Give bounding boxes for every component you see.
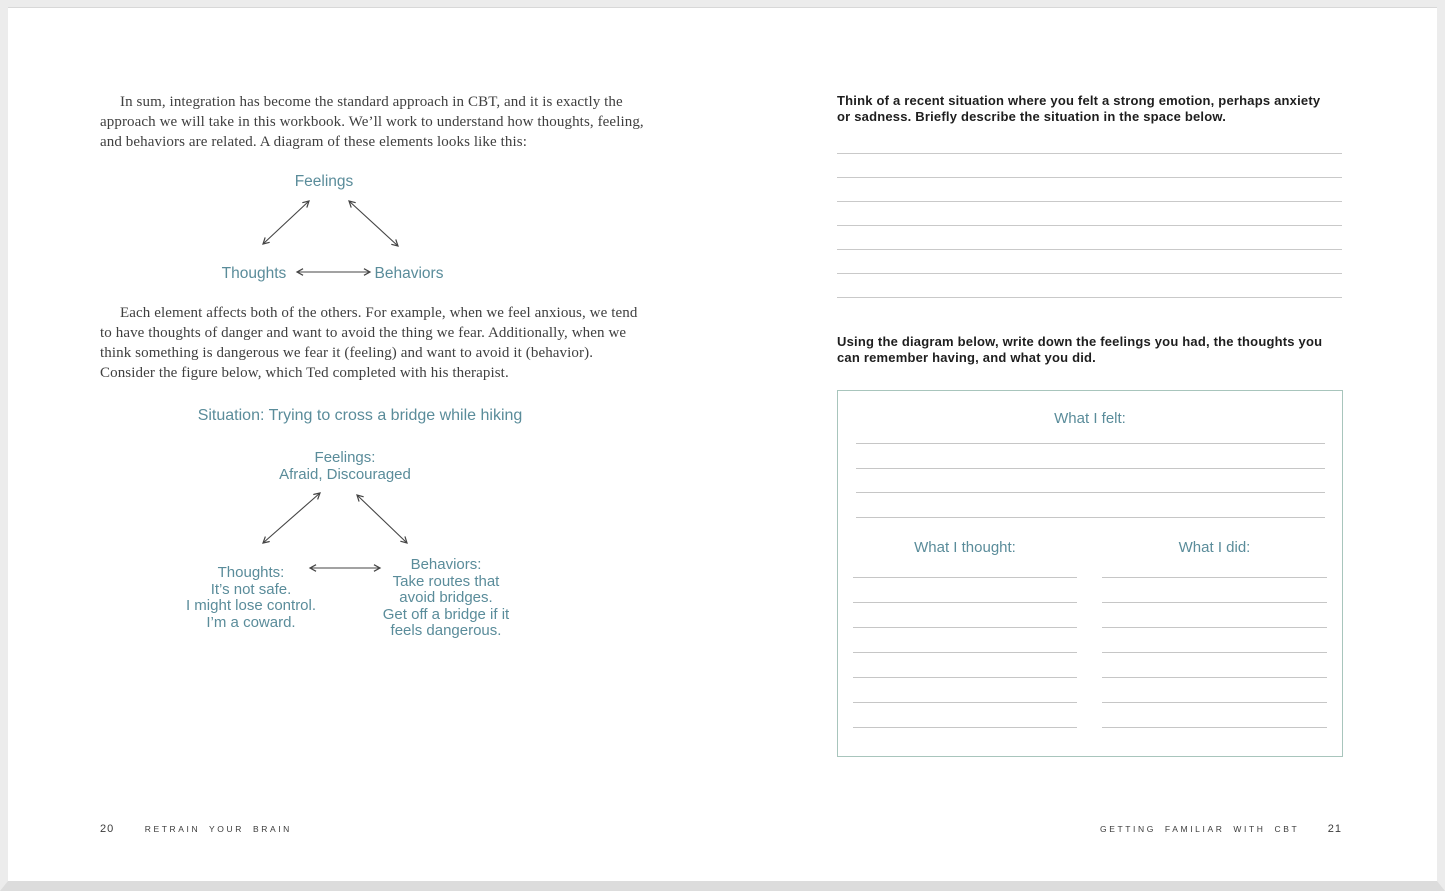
ruled-line [1102, 627, 1327, 628]
what-i-did-label: What I did: [1178, 539, 1251, 556]
thoughts-label: Thoughts: [217, 564, 285, 581]
arrow-feelings-behaviors [349, 201, 398, 246]
thought-item: I might lose control. [185, 597, 317, 614]
behavior-item: feels dangerous. [390, 622, 502, 639]
ruled-line [1102, 577, 1327, 578]
ruled-line [856, 517, 1325, 518]
ruled-line [853, 677, 1077, 678]
arrow-feelings-thoughts [263, 201, 309, 244]
ruled-line [1102, 652, 1327, 653]
worksheet-box [837, 390, 1343, 757]
thought-item: I’m a coward. [206, 613, 296, 631]
running-title: RETRAIN YOUR BRAIN [144, 824, 292, 834]
ruled-line [856, 443, 1325, 444]
behaviors-label: Behaviors: [410, 556, 482, 573]
ruled-line [853, 702, 1077, 703]
situation-heading: Situation: Trying to cross a bridge while hiking [197, 407, 523, 424]
paragraph-intro: In sum, integration has become the standard approach in CBT, and it is exactly the approach we will take in this workbook. We’ll work to understand how thoughts, feeling, and behaviors are related. A diagram of these elements looks like this: [100, 94, 644, 150]
ruled-line [1102, 677, 1327, 678]
ted-diagram [145, 405, 575, 650]
ruled-line [837, 297, 1342, 298]
what-i-felt-label: What I felt: [1054, 410, 1126, 427]
thoughts-block [186, 565, 316, 631]
feelings-value: Afraid, Discouraged [279, 465, 411, 483]
ruled-line [837, 249, 1342, 250]
ruled-line [1102, 727, 1327, 728]
triangle-diagram [180, 170, 480, 292]
page-number: 21 [1327, 823, 1342, 835]
feelings-block [279, 450, 411, 483]
behavior-item: avoid bridges. [399, 589, 493, 606]
instruction-describe-situation: Think of a recent situation where you felt a strong emotion, perhaps anxiety or sadness. Briefly describe the situation in the space below. [837, 93, 1321, 124]
footer-right [1100, 819, 1342, 837]
ruled-line [837, 177, 1342, 178]
ruled-line [853, 577, 1077, 578]
triangle-label-thoughts: Thoughts [221, 265, 287, 282]
triangle-label-behaviors: Behaviors [374, 265, 444, 282]
paragraph-example: Each element affects both of the others. For example, when we feel anxious, we tend to have thoughts of danger and want to avoid the thing we fear. Additionally, when we think something is dangerous we fear it (feeling) and want to avoid it (behavior). Consider the figure below, which Ted completed with his therapist. [100, 305, 638, 381]
ruled-line [1102, 702, 1327, 703]
ruled-line [853, 727, 1077, 728]
running-title: GETTING FAMILIAR WITH CBT [1099, 824, 1300, 834]
what-i-thought-label: What I thought: [914, 539, 1016, 556]
ruled-line [856, 468, 1325, 469]
ruled-line [853, 627, 1077, 628]
footer-left [100, 819, 292, 837]
page-number: 20 [100, 823, 115, 835]
arrow-feelings-behaviors [357, 495, 407, 543]
ruled-line [1102, 602, 1327, 603]
ruled-line [837, 153, 1342, 154]
feelings-label: Feelings: [314, 449, 376, 466]
ruled-line [837, 201, 1342, 202]
instruction-use-diagram: Using the diagram below, write down the feelings you had, the thoughts you can remember having, and what you did. [837, 334, 1323, 365]
ruled-line [837, 225, 1342, 226]
triangle-label-feelings: Feelings [294, 173, 354, 190]
ruled-line [837, 273, 1342, 274]
arrow-feelings-thoughts [263, 493, 320, 543]
ruled-line [856, 492, 1325, 493]
ruled-line [853, 652, 1077, 653]
behavior-item: Get off a bridge if it [382, 605, 510, 623]
ruled-line [853, 602, 1077, 603]
behavior-item: Take routes that [392, 572, 500, 590]
behaviors-block [383, 557, 509, 640]
thought-item: It’s not safe. [210, 580, 292, 598]
